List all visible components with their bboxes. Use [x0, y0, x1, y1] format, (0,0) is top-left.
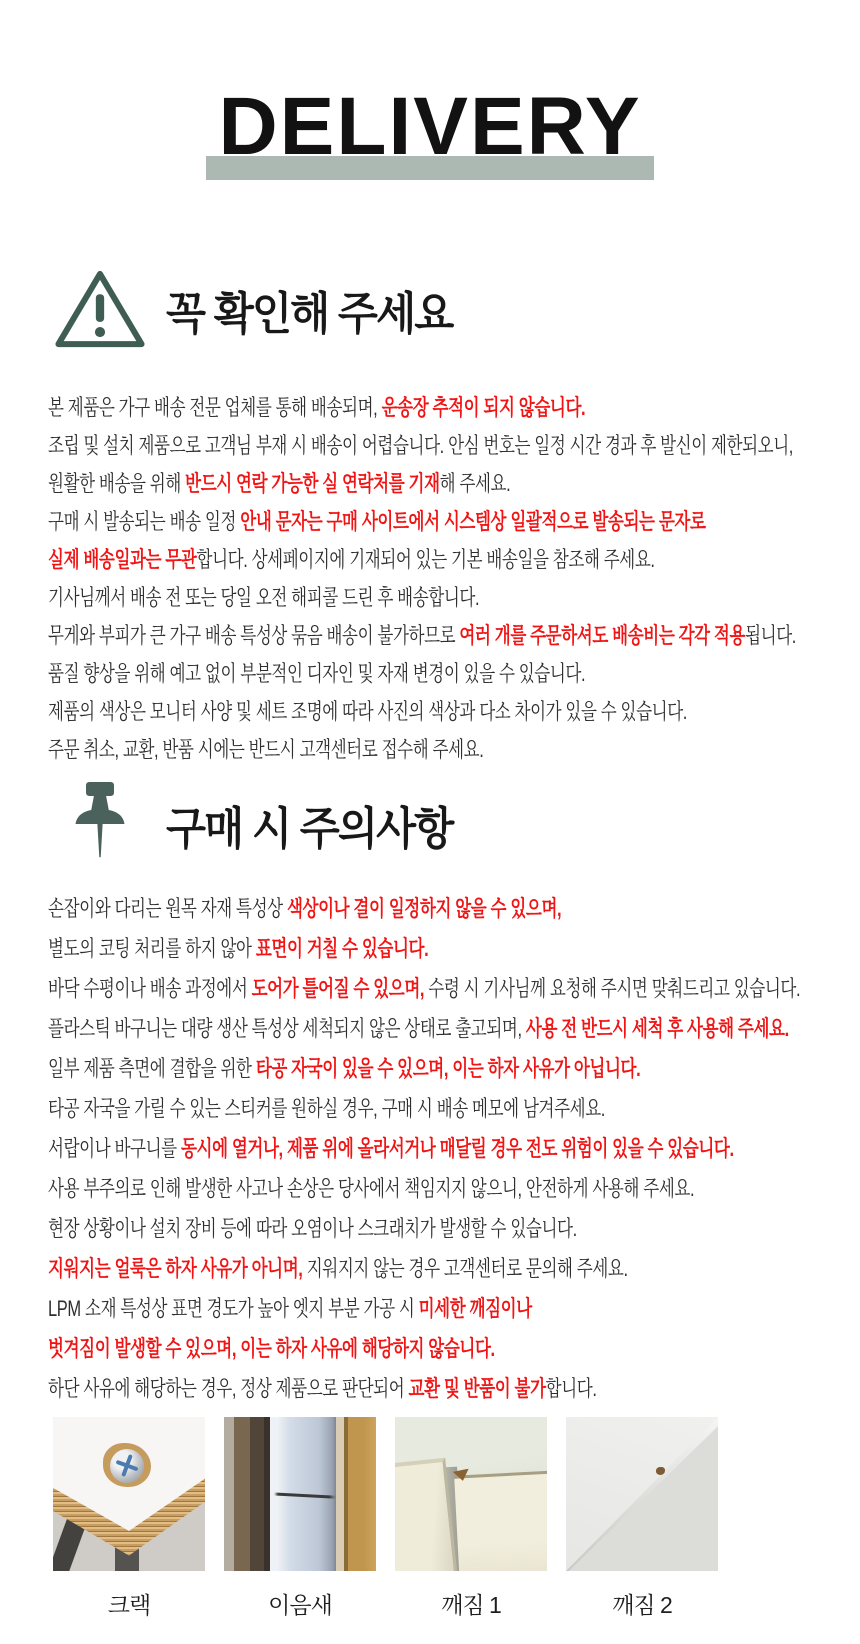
photo-caption: 크랙 — [107, 1592, 151, 1618]
notice-line — [48, 389, 657, 427]
highlighted-text: 여러 개를 주문하셔도 배송비는 각각 적용 — [459, 623, 746, 648]
defect-example-photos — [53, 1417, 718, 1620]
text-segment: 해 주세요. — [439, 471, 511, 496]
notice-line — [48, 1129, 734, 1169]
notice-line — [48, 969, 801, 1009]
highlighted-text: 교환 및 반품이 불가 — [408, 1376, 546, 1401]
text-segment: 원활한 배송을 위해 — [48, 471, 186, 496]
notice-line — [48, 427, 794, 465]
notice-line — [48, 929, 657, 969]
text-segment: 사용 부주의로 인해 발생한 사고나 손상은 당사에서 책임지지 않으니, 안전하게 사용해 주세요. — [48, 1176, 695, 1201]
text-segment: 손잡이와 다리는 원목 자재 특성상 — [48, 896, 287, 921]
notice-line — [48, 1329, 657, 1369]
notice-line — [48, 1369, 657, 1409]
defect-photo-chip2 — [566, 1417, 718, 1620]
photo-caption: 이음새 — [268, 1592, 332, 1618]
highlighted-text: 표면이 거칠 수 있습니다. — [255, 936, 429, 961]
section-caution-heading: 구매 시 주의사항 — [166, 802, 453, 854]
text-segment: 조립 및 설치 제품으로 고객님 부재 시 배송이 어렵습니다. 안심 번호는 일정 시간 경과 후 발신이 제한되오니, — [48, 433, 794, 458]
defect-photo-chip1 — [395, 1417, 547, 1620]
highlighted-text: 미세한 깨짐이나 — [418, 1296, 532, 1321]
delivery-notice-list — [48, 389, 860, 769]
highlighted-text: 반드시 연락 가능한 실 연락처를 기재 — [185, 471, 440, 496]
text-segment: 제품의 색상은 모니터 사양 및 세트 조명에 따라 사진의 색상과 다소 차이가 있을 수 있습니다. — [48, 699, 688, 724]
pushpin-icon — [52, 778, 148, 870]
text-segment: 본 제품은 가구 배송 전문 업체를 통해 배송되며, — [48, 395, 382, 420]
photo-caption: 깨짐 1 — [441, 1592, 501, 1618]
notice-line — [48, 1209, 657, 1249]
notice-line — [48, 693, 688, 731]
text-segment: 합니다. — [545, 1376, 597, 1401]
page-title: DELIVERY — [218, 81, 642, 172]
notice-line — [48, 889, 657, 929]
text-segment: 플라스틱 바구니는 대량 생산 특성상 세척되지 않은 상태로 출고되며, — [48, 1016, 526, 1041]
notice-line — [48, 731, 657, 769]
text-segment: 지워지지 않는 경우 고객센터로 문의해 주세요. — [302, 1256, 628, 1281]
section-caution-header — [52, 778, 477, 870]
notice-line — [48, 1289, 657, 1329]
highlighted-text: 동시에 열거나, 제품 위에 올라서거나 매달릴 경우 전도 위험이 있을 수 있습니다. — [180, 1136, 734, 1161]
text-segment: 품질 향상을 위해 예고 없이 부분적인 디자인 및 자재 변경이 있을 수 있습니다. — [48, 661, 586, 686]
chip2-photo — [566, 1417, 718, 1571]
text-segment: 기사님께서 배송 전 또는 당일 오전 해피콜 드린 후 배송합니다. — [48, 585, 480, 610]
warning-triangle-icon — [52, 266, 148, 352]
crack-photo — [53, 1417, 205, 1571]
text-segment: 수령 시 기사님께 요청해 주시면 맞춰드리고 있습니다. — [424, 976, 801, 1001]
defect-photo-crack — [53, 1417, 205, 1620]
highlighted-text: 벗겨짐이 발생할 수 있으며, 이는 하자 사유에 해당하지 않습니다. — [48, 1336, 495, 1361]
section-check-header — [52, 266, 477, 352]
text-segment: 바닥 수평이나 배송 과정에서 — [48, 976, 252, 1001]
highlighted-text: 실제 배송일과는 무관 — [48, 547, 197, 572]
text-segment: 구매 시 발송되는 배송 일정 — [48, 509, 241, 534]
text-segment: 현장 상황이나 설치 장비 등에 따라 오염이나 스크래치가 발생할 수 있습니다. — [48, 1216, 577, 1241]
notice-line — [48, 465, 657, 503]
notice-line — [48, 655, 657, 693]
notice-line — [48, 503, 706, 541]
purchase-caution-list — [48, 889, 860, 1409]
page-title-block — [0, 81, 860, 196]
section-check-heading: 꼭 확인해 주세요 — [166, 287, 453, 339]
notice-line — [48, 1169, 695, 1209]
notice-line — [48, 1089, 657, 1129]
highlighted-text: 지워지는 얼룩은 하자 사유가 아니며, — [48, 1256, 303, 1281]
chip1-photo — [395, 1417, 547, 1571]
highlighted-text: 사용 전 반드시 세척 후 사용해 주세요. — [525, 1016, 789, 1041]
text-segment: 타공 자국을 가릴 수 있는 스티커를 원하실 경우, 구매 시 배송 메모에 남겨주세요. — [48, 1096, 605, 1121]
notice-line — [48, 541, 657, 579]
text-segment: 별도의 코팅 처리를 하지 않아 — [48, 936, 256, 961]
defect-photo-seam — [224, 1417, 376, 1620]
photo-caption: 깨짐 2 — [612, 1592, 672, 1618]
notice-line — [48, 1049, 657, 1089]
highlighted-text: 운송장 추적이 되지 않습니다. — [381, 395, 586, 420]
text-segment: 됩니다. — [745, 623, 796, 648]
text-segment: 무게와 부피가 큰 가구 배송 특성상 묶음 배송이 불가하므로 — [48, 623, 460, 648]
text-segment: 하단 사유에 해당하는 경우, 정상 제품으로 판단되어 — [48, 1376, 409, 1401]
text-segment: 서랍이나 바구니를 — [48, 1136, 181, 1161]
highlighted-text: 타공 자국이 있을 수 있으며, 이는 하자 사유가 아닙니다. — [255, 1056, 641, 1081]
seam-photo — [224, 1417, 376, 1571]
text-segment: 일부 제품 측면에 결합을 위한 — [48, 1056, 256, 1081]
notice-line — [48, 579, 657, 617]
text-segment: 주문 취소, 교환, 반품 시에는 반드시 고객센터로 접수해 주세요. — [48, 737, 484, 762]
notice-line — [48, 617, 796, 655]
notice-line — [48, 1249, 657, 1289]
text-segment: 합니다. 상세페이지에 기재되어 있는 기본 배송일을 참조해 주세요. — [196, 547, 655, 572]
highlighted-text: 안내 문자는 구매 사이트에서 시스템상 일괄적으로 발송되는 문자로 — [240, 509, 706, 534]
highlighted-text: 색상이나 결이 일정하지 않을 수 있으며, — [286, 896, 562, 921]
highlighted-text: 도어가 틀어질 수 있으며, — [251, 976, 425, 1001]
text-segment: LPM 소재 특성상 표면 경도가 높아 엣지 부분 가공 시 — [48, 1296, 419, 1321]
notice-line — [48, 1009, 789, 1049]
